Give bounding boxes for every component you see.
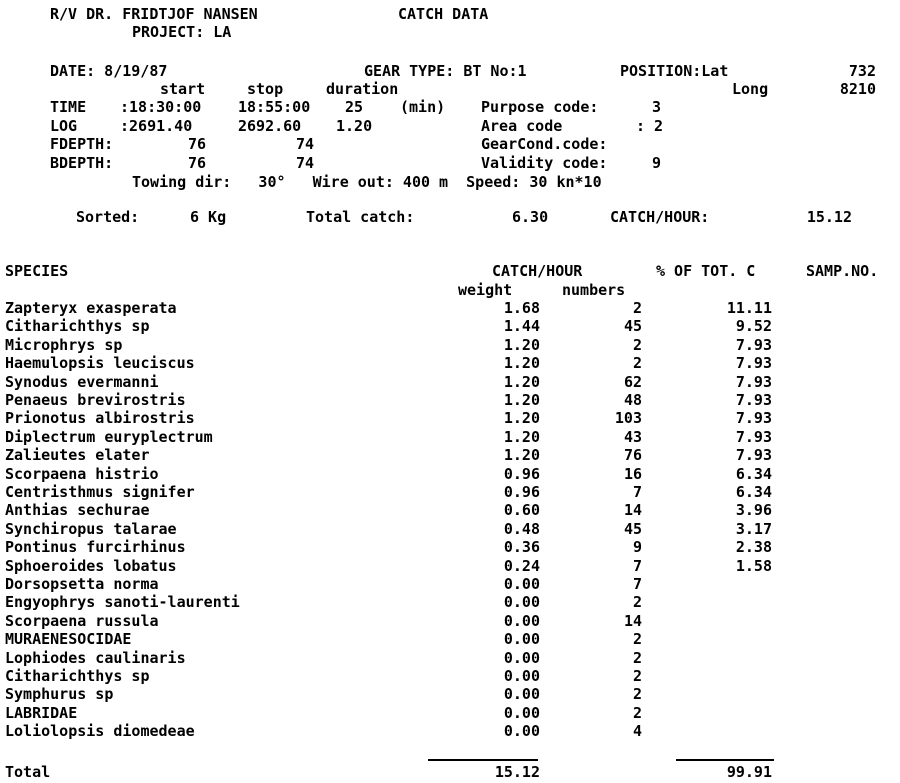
log-duration: 1.20 [336, 117, 373, 135]
purpose-code-label: Purpose code: [481, 98, 599, 116]
numbers-value: 2 [632, 593, 642, 611]
numbers-value: 45 [623, 317, 642, 335]
numbers-value: 2 [632, 299, 642, 317]
total-catch-value: 6.30 [512, 208, 549, 226]
species-column-header: SPECIES [5, 262, 69, 280]
weight-value: 0.00 [503, 630, 540, 648]
gear-type-field: GEAR TYPE: BT No:1 [364, 62, 527, 80]
time-stop: 18:55:00 [238, 98, 311, 116]
weight-value: 0.00 [503, 685, 540, 703]
weight-value: 0.00 [503, 575, 540, 593]
weight-value: 0.00 [503, 722, 540, 740]
percent-value: 6.34 [735, 483, 772, 501]
species-name: Citharichthys sp [5, 667, 150, 685]
percent-value: 6.34 [735, 465, 772, 483]
weight-value: 1.20 [503, 373, 540, 391]
catch-per-hour-column-header: CATCH/HOUR [492, 262, 583, 280]
weight-value: 1.20 [503, 336, 540, 354]
species-name: Pontinus furcirhinus [5, 538, 186, 556]
fdepth-stop: 74 [296, 135, 315, 153]
numbers-value: 7 [632, 575, 642, 593]
species-name: Dorsopsetta norma [5, 575, 159, 593]
sorted-label: Sorted: [76, 208, 140, 226]
numbers-value: 7 [632, 557, 642, 575]
percent-value: 3.17 [735, 520, 772, 538]
percent-value: 7.93 [735, 428, 772, 446]
numbers-value: 2 [632, 685, 642, 703]
catch-per-hour-value: 15.12 [806, 208, 852, 226]
fdepth-start: 76 [188, 135, 207, 153]
percent-value: 11.11 [726, 299, 772, 317]
percent-total-rule [676, 759, 774, 761]
numbers-value: 4 [632, 722, 642, 740]
sample-number-column-header: SAMP.NO. [806, 262, 879, 280]
numbers-value: 2 [632, 704, 642, 722]
weight-value: 0.00 [503, 593, 540, 611]
duration-column-header: duration [326, 80, 399, 98]
bdepth-stop: 74 [296, 154, 315, 172]
weight-value: 0.36 [503, 538, 540, 556]
start-column-header: start [160, 80, 206, 98]
percent-value: 2.38 [735, 538, 772, 556]
numbers-value: 7 [632, 483, 642, 501]
species-name: Symphurus sp [5, 685, 114, 703]
species-name: Zapteryx exasperata [5, 299, 177, 317]
weight-value: 0.00 [503, 667, 540, 685]
numbers-value: 2 [632, 667, 642, 685]
vessel-name: R/V DR. FRIDTJOF NANSEN [50, 5, 258, 23]
area-code-value: : 2 [636, 117, 664, 135]
numbers-value: 2 [632, 649, 642, 667]
weight-value: 0.48 [503, 520, 540, 538]
numbers-value: 2 [632, 630, 642, 648]
total-weight: 15.12 [494, 763, 540, 781]
species-name: LABRIDAE [5, 704, 78, 722]
numbers-value: 2 [632, 336, 642, 354]
weight-value: 0.96 [503, 483, 540, 501]
species-name: Penaeus brevirostris [5, 391, 186, 409]
numbers-value: 62 [623, 373, 642, 391]
species-name: Zalieutes elater [5, 446, 150, 464]
weight-value: 1.44 [503, 317, 540, 335]
time-start: :18:30:00 [120, 98, 202, 116]
weight-value: 0.96 [503, 465, 540, 483]
stop-column-header: stop [247, 80, 284, 98]
catch-per-hour-label: CATCH/HOUR: [610, 208, 710, 226]
species-name: Engyophrys sanoti-laurenti [5, 593, 240, 611]
numbers-value: 16 [623, 465, 642, 483]
species-name: Synodus evermanni [5, 373, 159, 391]
total-catch-label: Total catch: [306, 208, 415, 226]
longitude-label: Long [732, 80, 769, 98]
weight-value: 0.60 [503, 501, 540, 519]
species-name: Sphoeroides lobatus [5, 557, 177, 575]
species-name: Loliolopsis diomedeae [5, 722, 195, 740]
numbers-value: 14 [623, 612, 642, 630]
species-name: Citharichthys sp [5, 317, 150, 335]
species-name: Scorpaena histrio [5, 465, 159, 483]
area-code-label: Area code [481, 117, 563, 135]
species-name: Diplectrum euryplectrum [5, 428, 213, 446]
towing-info: Towing dir: 30° Wire out: 400 m Speed: 30 kn*10 [132, 173, 602, 191]
numbers-value: 43 [623, 428, 642, 446]
percent-value: 9.52 [735, 317, 772, 335]
species-name: Microphrys sp [5, 336, 123, 354]
log-stop: 2692.60 [238, 117, 302, 135]
percent-total-column-header: % OF TOT. C [656, 262, 756, 280]
position-label: POSITION:Lat [620, 62, 729, 80]
log-label: LOG [50, 117, 78, 135]
longitude-value: 8210 [839, 80, 876, 98]
weight-value: 1.20 [503, 446, 540, 464]
weight-value: 1.20 [503, 391, 540, 409]
numbers-value: 9 [632, 538, 642, 556]
numbers-value: 103 [614, 409, 642, 427]
percent-value: 7.93 [735, 336, 772, 354]
percent-value: 7.93 [735, 391, 772, 409]
bdepth-start: 76 [188, 154, 207, 172]
total-percent: 99.91 [726, 763, 772, 781]
species-name: Haemulopsis leuciscus [5, 354, 195, 372]
time-label: TIME [50, 98, 87, 116]
species-name: Lophiodes caulinaris [5, 649, 186, 667]
log-start: :2691.40 [120, 117, 193, 135]
weight-value: 0.00 [503, 649, 540, 667]
latitude-value: 732 [848, 62, 876, 80]
percent-value: 1.58 [735, 557, 772, 575]
validity-code-value: 9 [652, 154, 662, 172]
weight-value: 0.00 [503, 704, 540, 722]
percent-value: 7.93 [735, 354, 772, 372]
percent-value: 7.93 [735, 409, 772, 427]
numbers-column-header: numbers [562, 281, 626, 299]
percent-value: 7.93 [735, 373, 772, 391]
purpose-code-value: 3 [652, 98, 662, 116]
total-label: Total [5, 763, 51, 781]
numbers-value: 76 [623, 446, 642, 464]
species-name: Synchiropus talarae [5, 520, 177, 538]
numbers-value: 14 [623, 501, 642, 519]
weight-column-header: weight [458, 281, 513, 299]
weight-total-rule [428, 759, 538, 761]
weight-value: 1.20 [503, 428, 540, 446]
time-unit: (min) [400, 98, 446, 116]
numbers-value: 2 [632, 354, 642, 372]
weight-value: 0.00 [503, 612, 540, 630]
weight-value: 0.24 [503, 557, 540, 575]
date-field: DATE: 8/19/87 [50, 62, 168, 80]
percent-value: 7.93 [735, 446, 772, 464]
species-name: Anthias sechurae [5, 501, 150, 519]
document-title: CATCH DATA [398, 5, 489, 23]
weight-value: 1.20 [503, 354, 540, 372]
weight-value: 1.68 [503, 299, 540, 317]
gear-condition-label: GearCond.code: [481, 135, 608, 153]
species-name: MURAENESOCIDAE [5, 630, 132, 648]
percent-value: 3.96 [735, 501, 772, 519]
numbers-value: 48 [623, 391, 642, 409]
project-label: PROJECT: LA [132, 23, 232, 41]
bdepth-label: BDEPTH: [50, 154, 114, 172]
time-duration: 25 [345, 98, 364, 116]
numbers-value: 45 [623, 520, 642, 538]
species-name: Scorpaena russula [5, 612, 159, 630]
weight-value: 1.20 [503, 409, 540, 427]
species-name: Prionotus albirostris [5, 409, 195, 427]
fdepth-label: FDEPTH: [50, 135, 114, 153]
species-name: Centristhmus signifer [5, 483, 195, 501]
validity-code-label: Validity code: [481, 154, 608, 172]
sorted-value: 6 Kg [190, 208, 227, 226]
